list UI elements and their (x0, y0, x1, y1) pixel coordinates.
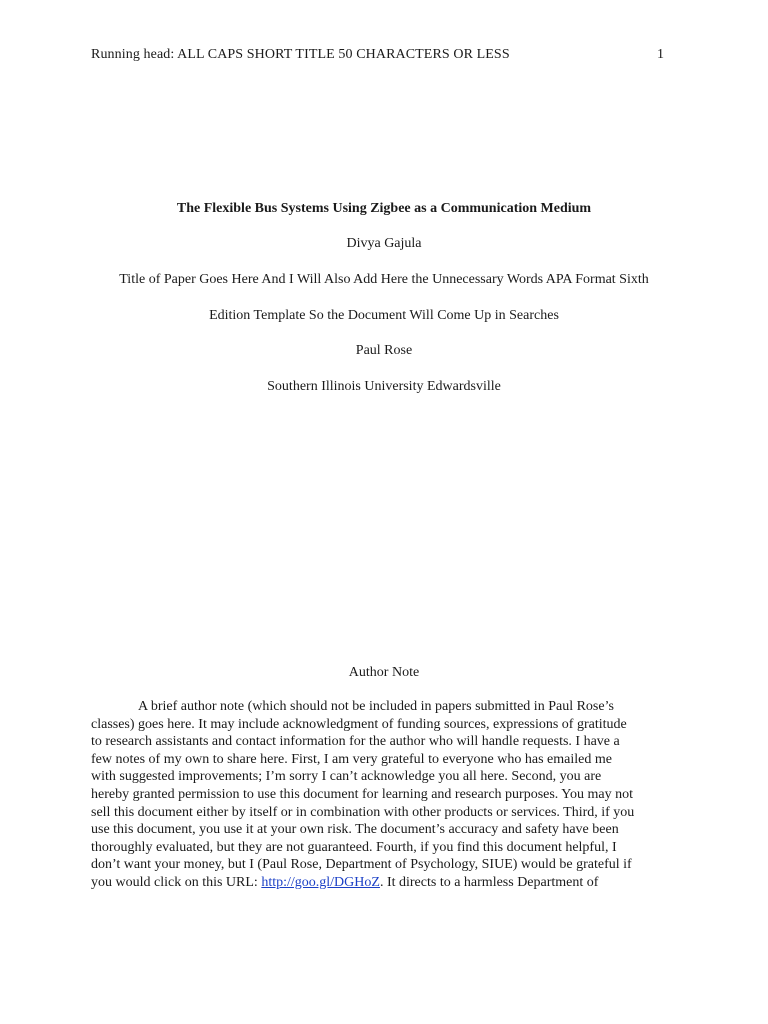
advisor-name: Paul Rose (355, 343, 413, 358)
paper-title: The Flexible Bus Systems Using Zigbee as a Communication Medium (176, 201, 592, 216)
url-prefix-text: you would click on this URL: (91, 874, 262, 890)
author-name: Divya Gajula (346, 236, 422, 251)
author-note-line: A brief author note (which should not be included in papers submitted in Paul Rose’s (138, 699, 614, 714)
author-note-line: with suggested improvements; I’m sorry I can’t acknowledge you all here. Second, you are (91, 769, 602, 785)
running-head: Running head: ALL CAPS SHORT TITLE 50 CHARACTERS OR LESS (91, 47, 510, 62)
author-note-line: thoroughly evaluated, but they are not guaranteed. Fourth, if you find this document helpful, I (91, 839, 617, 855)
author-note-line: classes) goes here. It may include acknowledgment of funding sources, expressions of gratitude (91, 716, 627, 732)
author-note-heading: Author Note (348, 665, 420, 680)
subtitle-line-1: Title of Paper Goes Here And I Will Also Add Here the Unnecessary Words APA Format Sixth (119, 272, 649, 287)
author-note-line: sell this document either by itself or in combination with other products or services. Third, if you (91, 804, 635, 820)
page-number: 1 (657, 47, 664, 62)
author-note-line: hereby granted permission to use this document for learning and research purposes. You may not (91, 786, 633, 802)
url-suffix-text: . It directs to a harmless Department of (379, 874, 599, 890)
url-link[interactable]: http://goo.gl/DGHoZ (261, 874, 380, 890)
author-note-last-line (91, 874, 681, 892)
author-note-body (91, 698, 681, 892)
subtitle-line-2: Edition Template So the Document Will Come Up in Searches (209, 308, 559, 323)
author-note-line: use this document, you use it at your own risk. The document’s accuracy and safety have been (91, 822, 619, 838)
author-note-line: to research assistants and contact information for the author who will handle requests. I have a (91, 734, 620, 750)
author-note-line: few notes of my own to share here. First, I am very grateful to everyone who has emailed me (91, 751, 612, 767)
institution-name: Southern Illinois University Edwardsville (267, 379, 501, 394)
author-note-line: don’t want your money, but I (Paul Rose, Department of Psychology, SIUE) would be grateful if (91, 857, 632, 873)
